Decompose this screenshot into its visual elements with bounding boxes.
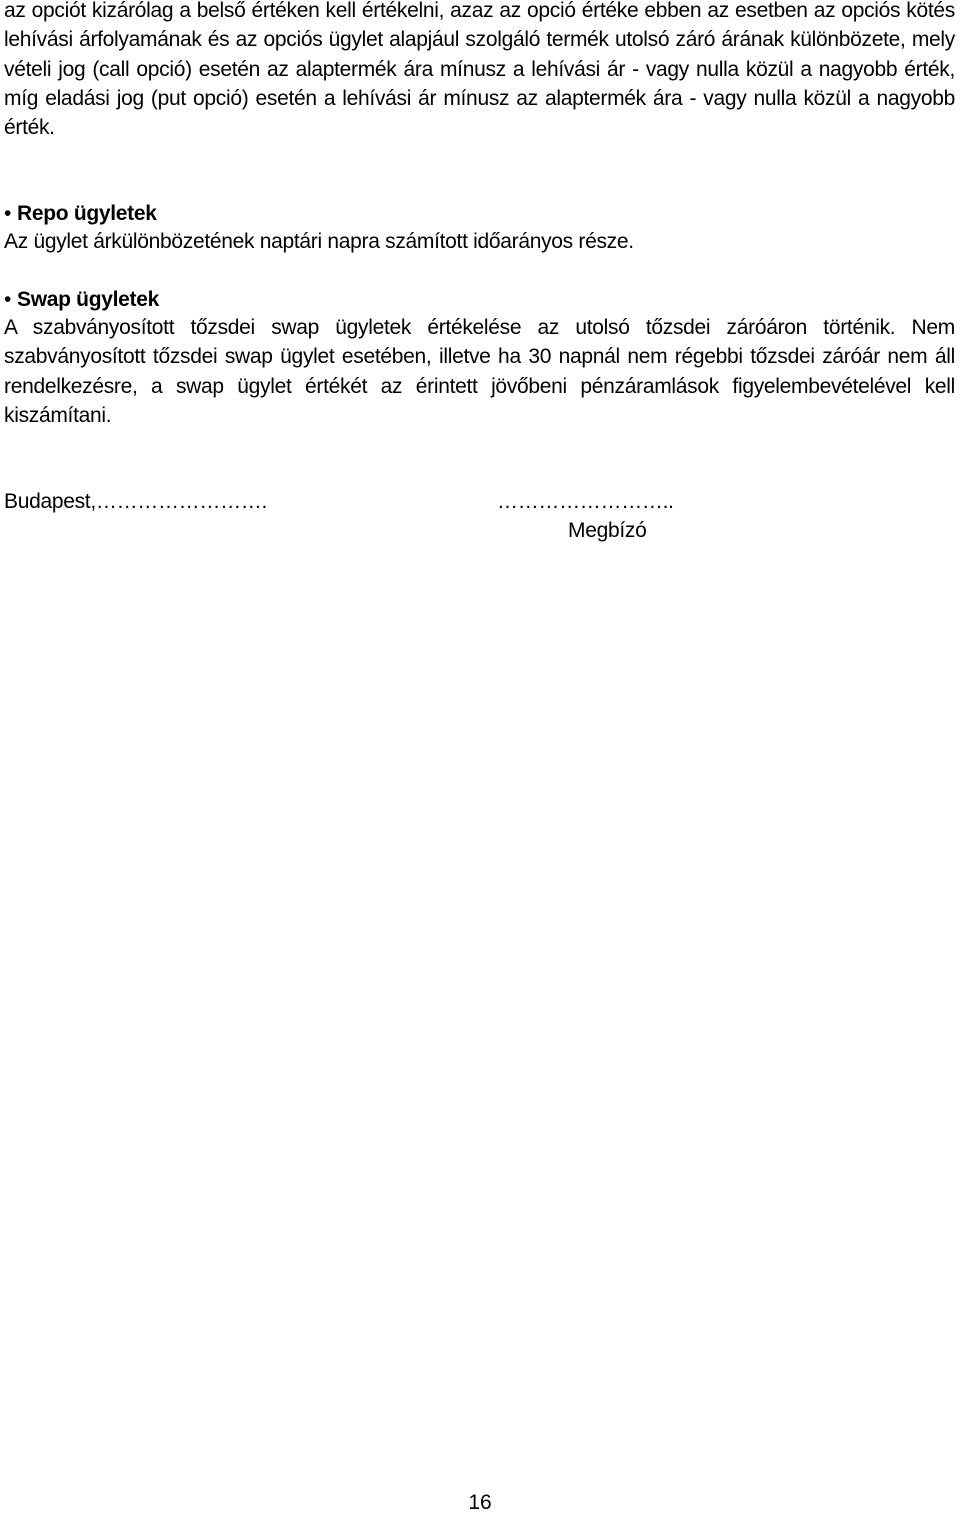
intro-paragraph: az opciót kizárólag a belső értéken kell értékelni, azaz az opció értéke ebben az esetben az opciós kötés lehívási árfolyamának és az opciós ügylet alapjául szolgáló termék utolsó záró árának különbözete, mely vételi jog (call opció) esetén az alaptermék ára mínusz a lehívási ár - vagy nulla közül a nagyobb érték, míg eladási jog (put opció) esetén a lehívási ár mínusz az alaptermék ára - vagy nulla közül a nagyobb érték. [4,0,955,140]
signature-line: …………………….. [497,490,674,513]
section-paragraph-repo: Az ügylet árkülönbözetének naptári napra számított időarányos része. [4,230,634,253]
section-paragraph-swap: A szabványosított tőzsdei swap ügyletek értékelése az utolsó tőzsdei záróáron történik. Nem szabványosított tőzsdei swap ügylet esetében, illetve ha 30 napnál nem régebbi tőzsdei záróár nem áll rendelkezésre, a swap ügylet értékét az érintett jövőbeni pénzáramlások figyelembevételével kell kiszámítani. [4,316,955,427]
bullet-icon: • [4,202,12,225]
section-heading-repo [4,199,157,228]
signature-label: Megbízó [568,519,647,542]
signature-place-date: Budapest,……………………. [4,490,268,513]
section-heading-swap [4,285,159,314]
bullet-icon: • [4,288,12,311]
section-heading-repo-label: Repo ügyletek [17,202,157,225]
section-heading-swap-label: Swap ügyletek [17,288,159,311]
page-number: 16 [468,1491,492,1514]
